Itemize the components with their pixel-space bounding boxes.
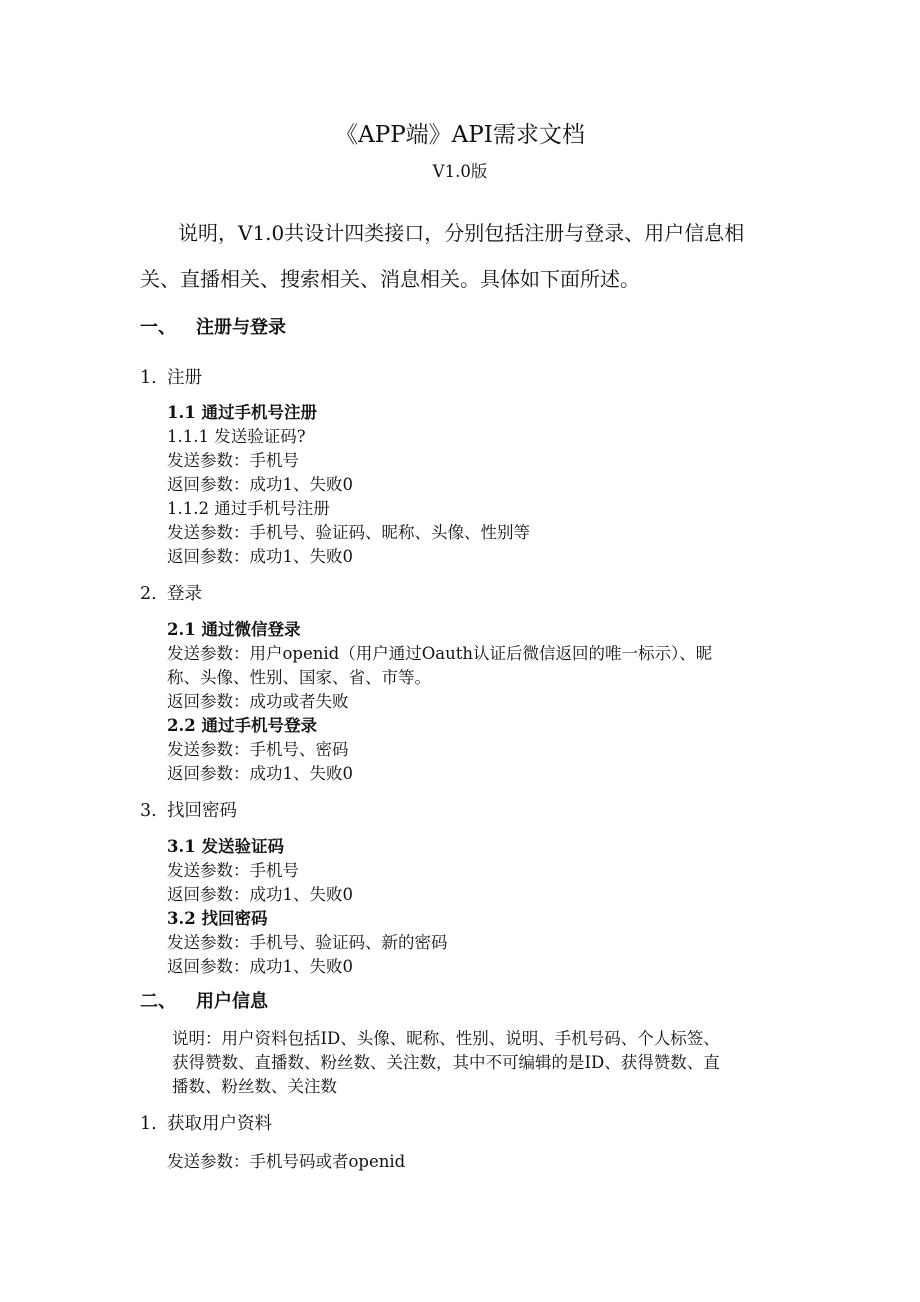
item-number: 3.	[140, 801, 157, 821]
item-number: 1.	[140, 368, 157, 388]
text-line: 返回参数：成功1、失败0	[167, 764, 353, 783]
text-line: 播数、粉丝数、关注数	[172, 1077, 337, 1096]
text-line: 1.1.1 发送验证码?	[167, 427, 306, 446]
subheading: 2.1 通过微信登录	[167, 620, 301, 639]
subheading: 1.1 通过手机号注册	[167, 403, 317, 422]
item-number: 2.	[140, 584, 157, 604]
text-line: 1.1.2 通过手机号注册	[167, 499, 330, 518]
text-line: 发送参数：手机号、密码	[167, 740, 349, 759]
item-number: 1.	[140, 1114, 157, 1134]
subheading: 3.1 发送验证码	[167, 837, 284, 856]
document-title: 《APP端》API需求文档	[335, 122, 585, 148]
intro-line: 说明，V1.0共设计四类接口，分别包括注册与登录、用户信息相	[178, 221, 745, 245]
item-title: 登录	[167, 584, 202, 604]
text-line: 发送参数：手机号码或者openid	[167, 1152, 406, 1171]
item-title: 注册	[167, 368, 202, 388]
text-line: 发送参数：手机号、验证码、昵称、头像、性别等	[167, 523, 530, 542]
subheading: 2.2 通过手机号登录	[167, 716, 317, 735]
section-number: 二、	[140, 991, 176, 1012]
section-title: 注册与登录	[196, 317, 286, 338]
intro-line: 关、直播相关、搜索相关、消息相关。具体如下面所述。	[140, 267, 640, 291]
text-line: 发送参数：手机号、验证码、新的密码	[167, 933, 448, 952]
section-number: 一、	[140, 317, 176, 338]
text-line: 发送参数：用户openid（用户通过Oauth认证后微信返回的唯一标示）、昵	[167, 644, 713, 663]
item-title: 获取用户资料	[167, 1114, 272, 1134]
subheading: 3.2 找回密码	[167, 909, 268, 928]
text-line: 称、头像、性别、国家、省、市等。	[167, 668, 431, 687]
text-line: 返回参数：成功或者失败	[167, 692, 349, 711]
text-line: 返回参数：成功1、失败0	[167, 547, 353, 566]
document-version: V1.0版	[432, 162, 488, 181]
item-title: 找回密码	[167, 801, 237, 821]
text-line: 获得赞数、直播数、粉丝数、关注数，其中不可编辑的是ID、获得赞数、直	[172, 1053, 720, 1072]
section-title: 用户信息	[196, 991, 268, 1012]
text-line: 返回参数：成功1、失败0	[167, 957, 353, 976]
text-line: 返回参数：成功1、失败0	[167, 885, 353, 904]
text-line: 发送参数：手机号	[167, 861, 299, 880]
text-line: 返回参数：成功1、失败0	[167, 475, 353, 494]
text-line: 发送参数：手机号	[167, 451, 299, 470]
text-line: 说明：用户资料包括ID、头像、昵称、性别、说明、手机号码、个人标签、	[172, 1029, 720, 1048]
